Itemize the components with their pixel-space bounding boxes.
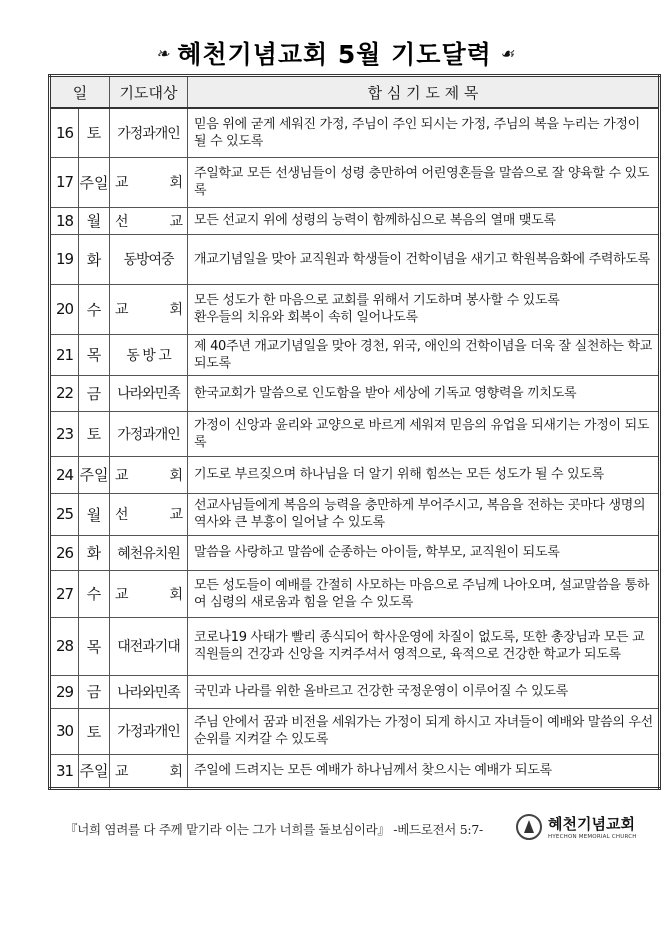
day-number: 20 bbox=[50, 284, 79, 334]
prayer-line: 한국교회가 말씀으로 인도함을 받아 세상에 기독교 영향력을 끼치도록 bbox=[194, 385, 577, 401]
logo-english-name: HYECHON MEMORIAL CHURCH bbox=[548, 834, 637, 840]
logo-korean-name: 혜천기념교회 bbox=[548, 815, 635, 833]
weekday: 토 bbox=[79, 108, 110, 157]
day-number: 19 bbox=[50, 234, 79, 284]
prayer-content bbox=[188, 570, 660, 617]
prayer-line: 선교사님들에게 복음의 능력을 충만하게 부어주시고, 복음을 전하는 곳마다 생명의 역사와 큰 부흥이 일어날 수 있도록 bbox=[194, 498, 646, 530]
prayer-target: 가정과개인 bbox=[110, 411, 188, 456]
prayer-target: 가정과개인 bbox=[110, 708, 188, 754]
day-number: 28 bbox=[50, 617, 79, 675]
day-number: 24 bbox=[50, 456, 79, 493]
prayer-content bbox=[188, 207, 660, 234]
day-number: 29 bbox=[50, 675, 79, 708]
header-content: 합 심 기 도 제 목 bbox=[188, 76, 660, 109]
day-number: 22 bbox=[50, 375, 79, 411]
table-body bbox=[50, 108, 660, 788]
prayer-target: 선 교 bbox=[110, 207, 188, 234]
table-row bbox=[50, 617, 660, 675]
table-row bbox=[50, 535, 660, 570]
weekday: 금 bbox=[79, 675, 110, 708]
weekday: 수 bbox=[79, 570, 110, 617]
prayer-content bbox=[188, 157, 660, 207]
day-number: 30 bbox=[50, 708, 79, 754]
table-row bbox=[50, 675, 660, 708]
ornament-right-icon: ☙ bbox=[499, 43, 515, 63]
table-row bbox=[50, 284, 660, 334]
prayer-content bbox=[188, 234, 660, 284]
table-row bbox=[50, 375, 660, 411]
weekday: 화 bbox=[79, 535, 110, 570]
day-number: 16 bbox=[50, 108, 79, 157]
prayer-line: 주일학교 모든 선생님들이 성령 충만하여 어린영혼들을 말씀으로 잘 양육할 수 있도록 bbox=[194, 166, 650, 198]
day-number: 23 bbox=[50, 411, 79, 456]
prayer-line: 환우들의 치유와 회복이 속히 일어나도록 bbox=[194, 310, 418, 325]
prayer-line: 기도로 부르짖으며 하나님을 더 알기 위해 힘쓰는 모든 성도가 될 수 있도록 bbox=[194, 467, 604, 482]
page-title bbox=[0, 36, 670, 70]
table-row bbox=[50, 708, 660, 754]
weekday: 주일 bbox=[79, 157, 110, 207]
prayer-target: 선 교 bbox=[110, 493, 188, 535]
table-row bbox=[50, 234, 660, 284]
weekday: 금 bbox=[79, 375, 110, 411]
weekday: 목 bbox=[79, 334, 110, 375]
prayer-line: 주일에 드려지는 모든 예배가 하나님께서 찾으시는 예배가 되도록 bbox=[194, 763, 552, 778]
prayer-line: 주님 안에서 꿈과 비전을 세워가는 가정이 되게 하시고 자녀들이 예배와 말씀의 우선순위를 지켜갈 수 있도록 bbox=[194, 715, 653, 747]
prayer-content bbox=[188, 334, 660, 375]
weekday: 토 bbox=[79, 411, 110, 456]
prayer-target: 대전과기대 bbox=[110, 617, 188, 675]
day-number: 27 bbox=[50, 570, 79, 617]
table-row bbox=[50, 207, 660, 234]
bible-verse: 『너희 염려를 다 주께 맡기라 이는 그가 너희를 돌보심이라』 -베드로전서 5:7- bbox=[65, 822, 483, 837]
prayer-content bbox=[188, 493, 660, 535]
prayer-content bbox=[188, 411, 660, 456]
prayer-target: 동방여중 bbox=[110, 234, 188, 284]
table-row bbox=[50, 456, 660, 493]
day-number: 26 bbox=[50, 535, 79, 570]
church-logo bbox=[516, 813, 637, 840]
weekday: 주일 bbox=[79, 456, 110, 493]
prayer-target: 나라와민족 bbox=[110, 375, 188, 411]
prayer-content bbox=[188, 108, 660, 157]
prayer-target: 교 회 bbox=[110, 284, 188, 334]
weekday: 월 bbox=[79, 207, 110, 234]
prayer-target: 교 회 bbox=[110, 754, 188, 788]
prayer-content bbox=[188, 535, 660, 570]
prayer-target: 혜천유치원 bbox=[110, 535, 188, 570]
ornament-left-icon: ❧ bbox=[155, 43, 170, 63]
prayer-line: 가정이 신앙과 윤리와 교양으로 바르게 세워져 믿음의 유업을 되새기는 가정이 되도록 bbox=[194, 417, 650, 450]
prayer-target: 교 회 bbox=[110, 456, 188, 493]
prayer-content bbox=[188, 456, 660, 493]
prayer-content bbox=[188, 617, 660, 675]
prayer-content bbox=[188, 754, 660, 788]
prayer-line: 믿음 위에 굳게 세워진 가정, 주님이 주인 되시는 가정, 주님의 복을 누리는 가정이 될 수 있도록 bbox=[194, 116, 640, 149]
table-row bbox=[50, 411, 660, 456]
church-seal-icon bbox=[516, 814, 542, 840]
prayer-line: 제 40주년 개교기념일을 맞아 경천, 위국, 애인의 건학이념을 더욱 잘 실천하는 학교 되도록 bbox=[194, 338, 653, 371]
prayer-line: 모든 선교지 위에 성령의 능력이 함께하심으로 복음의 열매 맺도록 bbox=[194, 213, 556, 228]
table-row bbox=[50, 570, 660, 617]
weekday: 월 bbox=[79, 493, 110, 535]
prayer-line: 국민과 나라를 위한 올바르고 건강한 국정운영이 이루어질 수 있도록 bbox=[194, 684, 568, 699]
table-row bbox=[50, 754, 660, 788]
prayer-target: 가정과개인 bbox=[110, 108, 188, 157]
weekday: 주일 bbox=[79, 754, 110, 788]
prayer-line: 모든 성도들이 예배를 간절히 사모하는 마음으로 주님께 나아오며, 설교말씀을 통하여 심령의 새로움과 힘을 얻을 수 있도록 bbox=[194, 577, 650, 610]
weekday: 토 bbox=[79, 708, 110, 754]
day-number: 25 bbox=[50, 493, 79, 535]
prayer-content bbox=[188, 284, 660, 334]
table-row bbox=[50, 108, 660, 157]
weekday: 수 bbox=[79, 284, 110, 334]
table-header-row bbox=[50, 76, 660, 109]
header-target: 기도대상 bbox=[110, 76, 188, 109]
prayer-line: 코로나19 사태가 빨리 종식되어 학사운영에 차질이 없도록, 또한 총장님과 모든 교직원들의 건강과 신앙을 지켜주셔서 영적으로, 육적으로 건강한 학교가 되도록 bbox=[194, 630, 645, 662]
prayer-content bbox=[188, 708, 660, 754]
prayer-target: 교 회 bbox=[110, 157, 188, 207]
prayer-line: 개교기념일을 맞아 교직원과 학생들이 건학이념을 새기고 학원복음화에 주력하도록 bbox=[194, 251, 650, 267]
prayer-target: 교 회 bbox=[110, 570, 188, 617]
day-number: 31 bbox=[50, 754, 79, 788]
prayer-target: 동 방 고 bbox=[110, 334, 188, 375]
prayer-content bbox=[188, 375, 660, 411]
prayer-target: 나라와민족 bbox=[110, 675, 188, 708]
day-number: 18 bbox=[50, 207, 79, 234]
prayer-content bbox=[188, 675, 660, 708]
table-row bbox=[50, 493, 660, 535]
day-number: 17 bbox=[50, 157, 79, 207]
table-row bbox=[50, 334, 660, 375]
weekday: 목 bbox=[79, 617, 110, 675]
weekday: 화 bbox=[79, 234, 110, 284]
day-number: 21 bbox=[50, 334, 79, 375]
header-date: 일 bbox=[50, 76, 110, 109]
prayer-calendar-table bbox=[48, 74, 661, 790]
prayer-line: 모든 성도가 한 마음으로 교회를 위해서 기도하며 봉사할 수 있도록 bbox=[194, 293, 560, 308]
table-row bbox=[50, 157, 660, 207]
prayer-line: 말씀을 사랑하고 말씀에 순종하는 아이들, 학부모, 교직원이 되도록 bbox=[194, 545, 560, 560]
title-text: 혜천기념교회 5월 기도달력 bbox=[177, 40, 492, 69]
